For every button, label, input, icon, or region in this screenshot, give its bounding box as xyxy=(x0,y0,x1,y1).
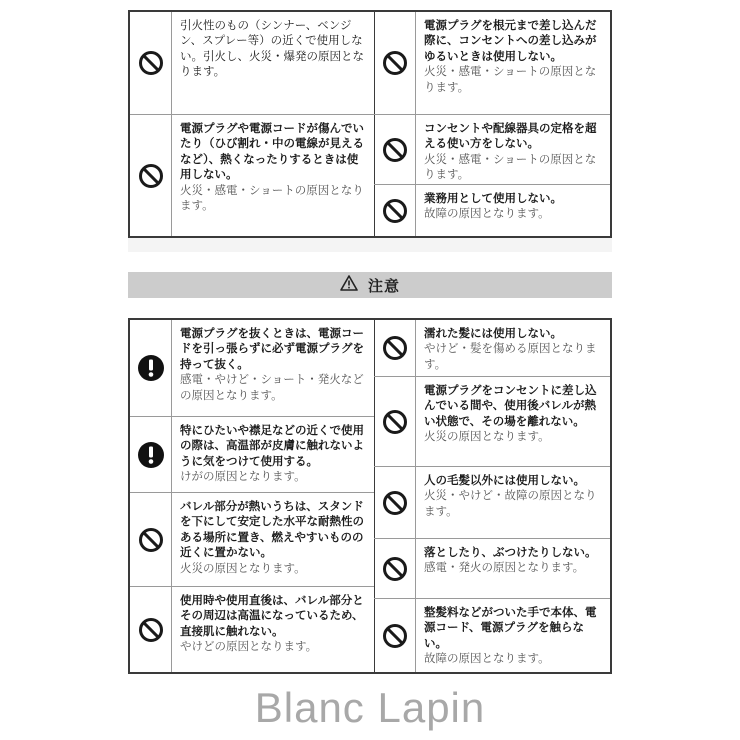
caution-item xyxy=(130,586,374,672)
caution-note: 火災・やけど・故障の原因となります。 xyxy=(424,488,597,518)
caution-box xyxy=(128,318,612,674)
caution-note: 感電・やけど・ショート・発火などの原因となります。 xyxy=(180,372,364,402)
caution-text: 整髪料などがついた手で本体、電源コード、電源プラグを触らない。 xyxy=(424,605,597,650)
warning-item xyxy=(374,114,610,184)
prohibition-icon xyxy=(382,556,408,582)
prohibition-icon xyxy=(382,490,408,516)
warning-text: 電源プラグや電源コードが傷んでいたり（ひび割れ・中の電線が見えるなど）、熱くなったりするときは使用しない。 xyxy=(180,121,364,182)
caution-note: 感電・発火の原因となります。 xyxy=(424,560,585,575)
caution-item xyxy=(130,320,374,416)
caution-right-column xyxy=(374,320,610,672)
caution-item xyxy=(374,466,610,538)
warning-text: コンセントや配線器具の定格を超える使い方をしない。 xyxy=(424,121,597,151)
warning-note: 火災・感電・ショートの原因となります。 xyxy=(424,151,597,182)
prohibition-icon xyxy=(382,137,408,163)
mandatory-icon xyxy=(137,354,165,382)
caution-note: やけどの原因となります。 xyxy=(180,639,318,654)
caution-text: 落としたり、ぶつけたりしない。 xyxy=(424,545,597,559)
warning-note: 引火性のもの（シンナー、ベンジン、スプレー等）の近くで使用しない。引火し、火災・爆発の原因となります。 xyxy=(180,18,364,79)
separator-strip xyxy=(128,238,612,252)
caution-text: バレル部分が熱いうちは、スタンドを下にして安定した水平な耐熱性のある場所に置き、燃えやすいものの近くに置かない。 xyxy=(180,499,364,560)
caution-note: 火災の原因となります。 xyxy=(180,560,306,575)
prohibition-icon xyxy=(138,163,164,189)
caution-left-column xyxy=(130,320,375,672)
caution-text: 濡れた髪には使用しない。 xyxy=(424,326,562,340)
caution-text: 電源プラグをコンセントに差し込んでいる間や、使用後バレルが熱い状態で、その場を離れない。 xyxy=(424,383,597,428)
caution-note: やけど・髪を傷める原因となります。 xyxy=(424,341,597,371)
warning-item xyxy=(130,114,374,236)
caution-title: 注意 xyxy=(367,276,400,295)
caution-item xyxy=(374,538,610,598)
caution-text: 電源プラグを抜くときは、電源コードを引っ張らずに必ず電源プラグを持って抜く。 xyxy=(180,326,364,371)
caution-text: 使用時や使用直後は、バレル部分とその周辺は高温になっているため、直接肌に触れない。 xyxy=(180,593,364,638)
prohibition-icon xyxy=(138,50,164,76)
warning-text: 業務用として使用しない。 xyxy=(424,191,562,205)
warning-right-column xyxy=(374,12,610,236)
warning-note: 火災・感電・ショートの原因となります。 xyxy=(180,182,364,213)
warning-triangle-icon xyxy=(340,275,358,295)
warning-item xyxy=(130,12,374,114)
caution-text: 人の毛髪以外には使用しない。 xyxy=(424,473,585,487)
caution-text: 特にひたいや襟足などの近くで使用の際は、高温部が皮膚に触れないように気をつけて使用する。 xyxy=(180,423,364,468)
watermark-logo: Blanc Lapin xyxy=(254,684,486,731)
prohibition-icon xyxy=(138,527,164,553)
prohibition-icon xyxy=(382,623,408,649)
mandatory-icon xyxy=(137,441,165,469)
caution-item xyxy=(130,416,374,492)
prohibition-icon xyxy=(382,198,408,224)
prohibition-icon xyxy=(382,409,408,435)
caution-banner xyxy=(128,272,612,298)
warning-text: 電源プラグを根元まで差し込んだ際に、コンセントへの差し込みがゆるいときは使用しない。 xyxy=(424,18,597,63)
warning-left-column xyxy=(130,12,375,236)
prohibition-icon xyxy=(382,335,408,361)
warning-note: 火災・感電・ショートの原因となります。 xyxy=(424,64,597,94)
warning-item xyxy=(374,12,610,114)
warning-item xyxy=(374,184,610,236)
caution-item xyxy=(374,598,610,672)
caution-note: 火災の原因となります。 xyxy=(424,429,550,444)
caution-item xyxy=(374,320,610,376)
caution-item xyxy=(130,492,374,586)
prohibition-icon xyxy=(138,617,164,643)
warning-note: 故障の原因となります。 xyxy=(424,206,550,221)
caution-note: けがの原因となります。 xyxy=(180,469,306,484)
warning-box xyxy=(128,10,612,238)
prohibition-icon xyxy=(382,50,408,76)
caution-note: 故障の原因となります。 xyxy=(424,651,550,666)
caution-item xyxy=(374,376,610,466)
